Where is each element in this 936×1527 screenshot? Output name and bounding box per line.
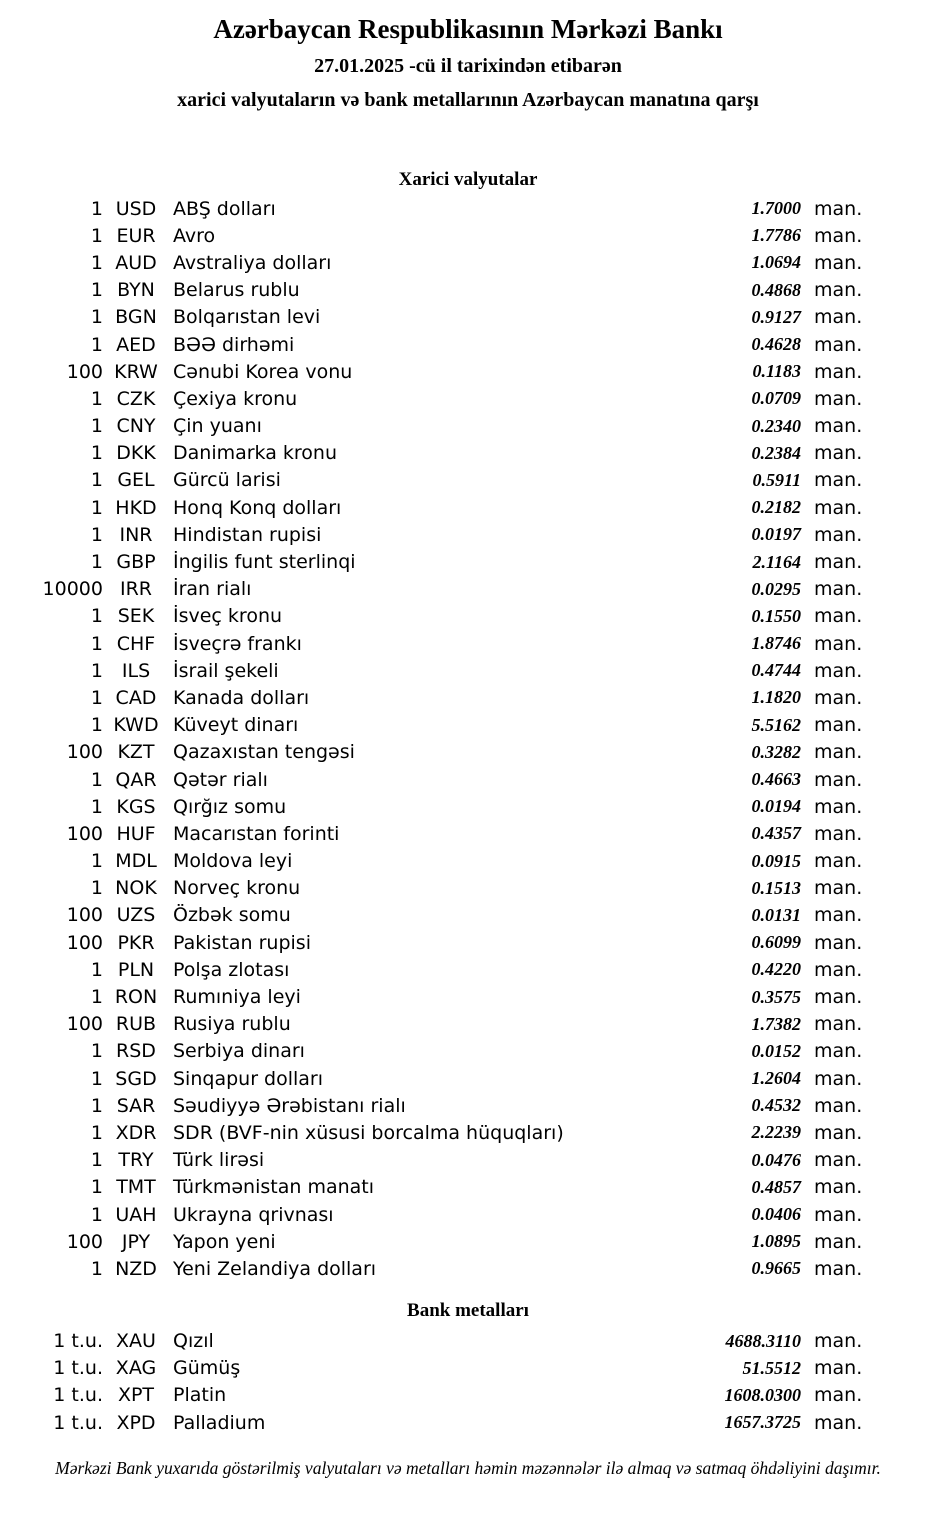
- currency-name-cell: Platin: [173, 1384, 227, 1407]
- rate-value-cell: 1.7786: [751, 225, 801, 246]
- rate-row: [0, 222, 862, 249]
- rate-value-cell: 0.4868: [751, 279, 801, 300]
- rate-value-cell: 0.2384: [751, 442, 801, 463]
- unit-cell: man.: [814, 469, 863, 492]
- unit-cell: man.: [814, 1257, 863, 1280]
- currencies-table: [0, 195, 936, 1283]
- rate-row: [0, 1201, 862, 1228]
- rate-row: [0, 1328, 862, 1355]
- currency-code-cell: SEK: [117, 605, 155, 628]
- page-subtitle: xarici valyutaların və bank metallarının Azərbaycan manatına qarşı: [177, 89, 759, 111]
- rate-row: [0, 494, 862, 521]
- unit-cell: man.: [814, 768, 863, 791]
- quantity-cell: 1: [90, 958, 103, 981]
- rate-value-cell: 0.4663: [751, 769, 801, 790]
- rate-row: [0, 467, 862, 494]
- bulletin-header: [0, 0, 936, 112]
- unit-cell: man.: [814, 415, 863, 438]
- currency-name-cell: Palladium: [173, 1411, 266, 1434]
- rate-value-cell: 0.4532: [751, 1095, 801, 1116]
- rate-value-cell: 0.0915: [751, 850, 801, 871]
- rate-value-cell: 1.7382: [751, 1013, 801, 1034]
- currency-name-cell: Gümüş: [173, 1357, 241, 1380]
- unit-cell: man.: [814, 1121, 863, 1144]
- effective-date: 27.01.2025 -cü il tarixindən etibarən: [314, 55, 622, 77]
- rate-row: [0, 929, 862, 956]
- rate-row: [0, 875, 862, 902]
- quantity-cell: 1: [90, 632, 103, 655]
- rate-row: [0, 820, 862, 847]
- currency-name-cell: Yeni Zelandiya dolları: [173, 1257, 377, 1280]
- rate-row: [0, 195, 862, 222]
- rate-value-cell: 0.4220: [751, 959, 801, 980]
- currency-code-cell: AUD: [115, 251, 157, 274]
- currency-code-cell: IRR: [119, 578, 152, 601]
- unit-cell: man.: [814, 795, 863, 818]
- rate-value-cell: 1.8746: [751, 633, 801, 654]
- quantity-cell: 1 t.u.: [53, 1330, 103, 1353]
- quantity-cell: 1: [90, 1094, 103, 1117]
- currency-name-cell: İngilis funt sterlinqi: [173, 551, 356, 574]
- rate-value-cell: 0.6099: [751, 932, 801, 953]
- quantity-cell: 1: [90, 469, 103, 492]
- currency-name-cell: Kanada dolları: [173, 686, 310, 709]
- rate-row: [0, 440, 862, 467]
- currency-code-cell: RON: [114, 986, 158, 1009]
- currency-name-cell: SDR (BVF-nin xüsusi borcalma hüquqları): [173, 1121, 564, 1144]
- rate-value-cell: 1.2604: [751, 1068, 801, 1089]
- quantity-cell: 1 t.u.: [53, 1411, 103, 1434]
- quantity-cell: 1: [90, 850, 103, 873]
- currency-code-cell: NZD: [115, 1257, 157, 1280]
- currency-name-cell: İsveçrə frankı: [173, 632, 302, 655]
- rate-value-cell: 2.1164: [752, 551, 801, 572]
- currency-code-cell: ILS: [121, 659, 151, 682]
- currency-name-cell: ABŞ dolları: [173, 197, 276, 220]
- rate-row: [0, 684, 862, 711]
- quantity-cell: 1: [90, 714, 103, 737]
- rate-row: [0, 657, 862, 684]
- quantity-cell: 1: [90, 387, 103, 410]
- rate-value-cell: 1.7000: [751, 198, 801, 219]
- unit-cell: man.: [814, 306, 863, 329]
- quantity-cell: 1: [90, 686, 103, 709]
- unit-cell: man.: [814, 632, 863, 655]
- currency-code-cell: JPY: [121, 1230, 151, 1253]
- rate-row: [0, 712, 862, 739]
- currency-code-cell: XPT: [117, 1384, 155, 1407]
- quantity-cell: 1: [90, 795, 103, 818]
- currency-name-cell: Rusiya rublu: [173, 1013, 291, 1036]
- quantity-cell: 1: [90, 442, 103, 465]
- currency-code-cell: CNY: [116, 415, 156, 438]
- rate-row: [0, 848, 862, 875]
- unit-cell: man.: [814, 1094, 863, 1117]
- currency-name-cell: Hindistan rupisi: [173, 523, 322, 546]
- rate-value-cell: 0.1513: [751, 877, 801, 898]
- unit-cell: man.: [814, 741, 863, 764]
- currency-code-cell: HUF: [116, 822, 156, 845]
- currency-name-cell: Küveyt dinarı: [173, 714, 299, 737]
- quantity-cell: 1: [90, 1203, 103, 1226]
- currency-code-cell: RSD: [116, 1040, 156, 1063]
- quantity-cell: 100: [66, 741, 103, 764]
- unit-cell: man.: [814, 1357, 863, 1380]
- rate-value-cell: 2.2239: [751, 1122, 801, 1143]
- currency-name-cell: Gürcü larisi: [173, 469, 281, 492]
- quantity-cell: 1: [90, 279, 103, 302]
- rate-row: [0, 304, 862, 331]
- rate-value-cell: 0.0406: [751, 1204, 801, 1225]
- rate-row: [0, 521, 862, 548]
- currency-name-cell: BƏƏ dirhəmi: [173, 333, 295, 356]
- quantity-cell: 1: [90, 551, 103, 574]
- unit-cell: man.: [814, 822, 863, 845]
- rate-row: [0, 739, 862, 766]
- currency-name-cell: Avstraliya dolları: [173, 251, 332, 274]
- rate-value-cell: 0.0131: [751, 904, 801, 925]
- rate-row: [0, 1092, 862, 1119]
- rate-row: [0, 1011, 862, 1038]
- unit-cell: man.: [814, 523, 863, 546]
- currency-name-cell: Çin yuanı: [173, 415, 262, 438]
- rate-row: [0, 331, 862, 358]
- currency-name-cell: Qətər rialı: [173, 768, 268, 791]
- quantity-cell: 1: [90, 1149, 103, 1172]
- quantity-cell: 1: [90, 1040, 103, 1063]
- quantity-cell: 1: [90, 523, 103, 546]
- currency-code-cell: KRW: [114, 360, 158, 383]
- rate-value-cell: 0.0476: [751, 1149, 801, 1170]
- rate-value-cell: 1.0694: [751, 252, 801, 273]
- rate-value-cell: 0.0194: [751, 796, 801, 817]
- currency-name-cell: Honq Konq dolları: [173, 496, 342, 519]
- currency-name-cell: Qazaxıstan tengəsi: [173, 741, 355, 764]
- currency-code-cell: XPD: [116, 1411, 156, 1434]
- currency-code-cell: BYN: [117, 279, 155, 302]
- rate-row: [0, 1228, 862, 1255]
- unit-cell: man.: [814, 877, 863, 900]
- quantity-cell: 1 t.u.: [53, 1357, 103, 1380]
- rate-row: [0, 630, 862, 657]
- unit-cell: man.: [814, 387, 863, 410]
- currency-code-cell: HKD: [115, 496, 157, 519]
- unit-cell: man.: [814, 333, 863, 356]
- currency-name-cell: Bolqarıstan levi: [173, 306, 321, 329]
- unit-cell: man.: [814, 251, 863, 274]
- quantity-cell: 1 t.u.: [53, 1384, 103, 1407]
- rate-row: [0, 413, 862, 440]
- quantity-cell: 100: [66, 360, 103, 383]
- currency-name-cell: Səudiyyə Ərəbistanı rialı: [173, 1094, 406, 1117]
- quantity-cell: 100: [66, 931, 103, 954]
- rate-value-cell: 0.4744: [751, 660, 801, 681]
- rate-row: [0, 1119, 862, 1146]
- quantity-cell: 1: [90, 333, 103, 356]
- unit-cell: man.: [814, 1176, 863, 1199]
- rate-value-cell: 0.2182: [751, 497, 801, 518]
- currency-code-cell: UZS: [116, 904, 156, 927]
- rate-value-cell: 51.5512: [742, 1357, 801, 1378]
- rate-value-cell: 1657.3725: [724, 1412, 801, 1433]
- rate-value-cell: 0.9665: [751, 1258, 801, 1279]
- currency-code-cell: TRY: [118, 1149, 154, 1172]
- rate-row: [0, 385, 862, 412]
- currency-code-cell: UAH: [115, 1203, 157, 1226]
- currency-code-cell: INR: [119, 523, 153, 546]
- rate-value-cell: 0.5911: [752, 469, 801, 490]
- rate-value-cell: 0.1550: [751, 605, 801, 626]
- rate-value-cell: 0.4628: [751, 334, 801, 355]
- quantity-cell: 1: [90, 1067, 103, 1090]
- currency-code-cell: USD: [115, 197, 157, 220]
- currency-name-cell: Serbiya dinarı: [173, 1040, 305, 1063]
- quantity-cell: 1: [90, 496, 103, 519]
- metals-section-title: Bank metalları: [407, 1299, 529, 1321]
- rate-row: [0, 1355, 862, 1382]
- unit-cell: man.: [814, 1149, 863, 1172]
- currency-code-cell: NOK: [115, 877, 157, 900]
- currency-code-cell: GEL: [117, 469, 155, 492]
- unit-cell: man.: [814, 578, 863, 601]
- currency-name-cell: Sinqapur dolları: [173, 1067, 324, 1090]
- unit-cell: man.: [814, 1013, 863, 1036]
- rate-row: [0, 277, 862, 304]
- quantity-cell: 100: [66, 1013, 103, 1036]
- rate-value-cell: 0.3575: [751, 986, 801, 1007]
- currency-name-cell: Moldova leyi: [173, 850, 293, 873]
- currency-code-cell: DKK: [116, 442, 156, 465]
- rate-row: [0, 793, 862, 820]
- unit-cell: man.: [814, 958, 863, 981]
- currency-code-cell: RUB: [115, 1013, 157, 1036]
- quantity-cell: 1: [90, 251, 103, 274]
- unit-cell: man.: [814, 1411, 863, 1434]
- quantity-cell: 1: [90, 877, 103, 900]
- currency-code-cell: AED: [116, 333, 156, 356]
- currency-code-cell: SAR: [116, 1094, 156, 1117]
- currency-code-cell: QAR: [115, 768, 157, 791]
- currencies-section-title: Xarici valyutalar: [398, 169, 538, 190]
- rate-value-cell: 0.0295: [751, 578, 801, 599]
- quantity-cell: 1: [90, 1121, 103, 1144]
- currency-name-cell: İran rialı: [173, 578, 252, 601]
- rate-row: [0, 766, 862, 793]
- quantity-cell: 1: [90, 768, 103, 791]
- currency-code-cell: PLN: [117, 958, 155, 981]
- currency-name-cell: Cənubi Korea vonu: [173, 360, 353, 383]
- unit-cell: man.: [814, 1230, 863, 1253]
- rate-row: [0, 902, 862, 929]
- currency-name-cell: Belarus rublu: [173, 279, 300, 302]
- rate-row: [0, 1147, 862, 1174]
- currency-code-cell: KGS: [116, 795, 156, 818]
- rate-value-cell: 0.2340: [751, 415, 801, 436]
- currency-name-cell: Çexiya kronu: [173, 387, 298, 410]
- unit-cell: man.: [814, 1384, 863, 1407]
- rate-value-cell: 4688.3110: [725, 1330, 801, 1351]
- unit-cell: man.: [814, 442, 863, 465]
- unit-cell: man.: [814, 986, 863, 1009]
- metals-table: [0, 1328, 936, 1437]
- rate-value-cell: 0.4357: [751, 823, 801, 844]
- currency-name-cell: İsveç kronu: [173, 605, 283, 628]
- quantity-cell: 1: [90, 415, 103, 438]
- rate-value-cell: 1608.0300: [724, 1384, 801, 1405]
- unit-cell: man.: [814, 496, 863, 519]
- currency-name-cell: Türkmənistan manatı: [173, 1176, 375, 1199]
- quantity-cell: 1: [90, 306, 103, 329]
- unit-cell: man.: [814, 659, 863, 682]
- currency-code-cell: EUR: [116, 224, 156, 247]
- quantity-cell: 1: [90, 224, 103, 247]
- quantity-cell: 1: [90, 986, 103, 1009]
- rate-row: [0, 1065, 862, 1092]
- unit-cell: man.: [814, 850, 863, 873]
- unit-cell: man.: [814, 904, 863, 927]
- currency-name-cell: Yapon yeni: [173, 1230, 276, 1253]
- currency-name-cell: Rumıniya leyi: [173, 986, 301, 1009]
- unit-cell: man.: [814, 551, 863, 574]
- rate-row: [0, 358, 862, 385]
- quantity-cell: 1: [90, 605, 103, 628]
- quantity-cell: 1: [90, 1257, 103, 1280]
- unit-cell: man.: [814, 605, 863, 628]
- quantity-cell: 10000: [42, 578, 103, 601]
- rate-value-cell: 1.0895: [751, 1231, 801, 1252]
- currency-code-cell: BGN: [115, 306, 157, 329]
- quantity-cell: 1: [90, 1176, 103, 1199]
- rate-value-cell: 0.0152: [751, 1040, 801, 1061]
- currency-code-cell: KZT: [117, 741, 155, 764]
- currency-code-cell: XAU: [116, 1330, 156, 1353]
- currency-code-cell: KWD: [113, 714, 159, 737]
- quantity-cell: 100: [66, 904, 103, 927]
- rate-value-cell: 5.5162: [751, 714, 801, 735]
- currency-name-cell: Özbək somu: [173, 904, 291, 927]
- currency-name-cell: Ukrayna qrivnası: [173, 1203, 334, 1226]
- unit-cell: man.: [814, 360, 863, 383]
- rate-row: [0, 603, 862, 630]
- rate-row: [0, 1255, 862, 1282]
- rate-value-cell: 0.9127: [751, 306, 801, 327]
- quantity-cell: 100: [66, 1230, 103, 1253]
- currency-code-cell: CHF: [116, 632, 156, 655]
- rate-row: [0, 576, 862, 603]
- rate-value-cell: 0.3282: [751, 741, 801, 762]
- rate-row: [0, 1409, 862, 1436]
- currency-name-cell: Polşa zlotası: [173, 958, 290, 981]
- currency-name-cell: Danimarka kronu: [173, 442, 338, 465]
- rate-value-cell: 0.1183: [752, 361, 801, 382]
- rate-value-cell: 0.0709: [751, 388, 801, 409]
- quantity-cell: 1: [90, 197, 103, 220]
- currency-code-cell: PKR: [117, 931, 155, 954]
- rate-value-cell: 0.4857: [751, 1176, 801, 1197]
- currency-name-cell: Qırğız somu: [173, 795, 287, 818]
- unit-cell: man.: [814, 931, 863, 954]
- rate-value-cell: 1.1820: [751, 687, 801, 708]
- rate-row: [0, 249, 862, 276]
- unit-cell: man.: [814, 714, 863, 737]
- page-title: Azərbaycan Respublikasının Mərkəzi Bankı: [213, 14, 723, 44]
- unit-cell: man.: [814, 224, 863, 247]
- obligation-note: Mərkəzi Bank yuxarıda göstərilmiş valyutaları və metalları həmin məzənnələr ilə almaq və satmaq öhdəliyini daşımır.: [55, 1458, 881, 1478]
- currency-name-cell: Qızıl: [173, 1330, 214, 1353]
- unit-cell: man.: [814, 197, 863, 220]
- rate-row: [0, 1174, 862, 1201]
- unit-cell: man.: [814, 1040, 863, 1063]
- currency-name-cell: Avro: [173, 224, 216, 247]
- unit-cell: man.: [814, 686, 863, 709]
- currency-code-cell: GBP: [116, 551, 156, 574]
- rate-row: [0, 548, 862, 575]
- rate-row: [0, 1382, 862, 1409]
- rate-row: [0, 983, 862, 1010]
- rate-value-cell: 0.0197: [751, 524, 801, 545]
- currency-name-cell: Pakistan rupisi: [173, 931, 311, 954]
- currency-code-cell: TMT: [116, 1176, 156, 1199]
- currency-code-cell: MDL: [115, 850, 157, 873]
- currency-name-cell: Türk lirəsi: [173, 1149, 265, 1172]
- currency-code-cell: XAG: [115, 1357, 157, 1380]
- currency-code-cell: SGD: [115, 1067, 157, 1090]
- rate-row: [0, 1038, 862, 1065]
- unit-cell: man.: [814, 1203, 863, 1226]
- unit-cell: man.: [814, 279, 863, 302]
- unit-cell: man.: [814, 1067, 863, 1090]
- currency-code-cell: CAD: [115, 686, 157, 709]
- currency-name-cell: İsrail şekeli: [173, 659, 279, 682]
- unit-cell: man.: [814, 1330, 863, 1353]
- currency-code-cell: XDR: [115, 1121, 157, 1144]
- quantity-cell: 100: [66, 822, 103, 845]
- currency-name-cell: Macarıstan forinti: [173, 822, 340, 845]
- rate-row: [0, 956, 862, 983]
- currency-name-cell: Norveç kronu: [173, 877, 301, 900]
- quantity-cell: 1: [90, 659, 103, 682]
- currency-code-cell: CZK: [116, 387, 156, 410]
